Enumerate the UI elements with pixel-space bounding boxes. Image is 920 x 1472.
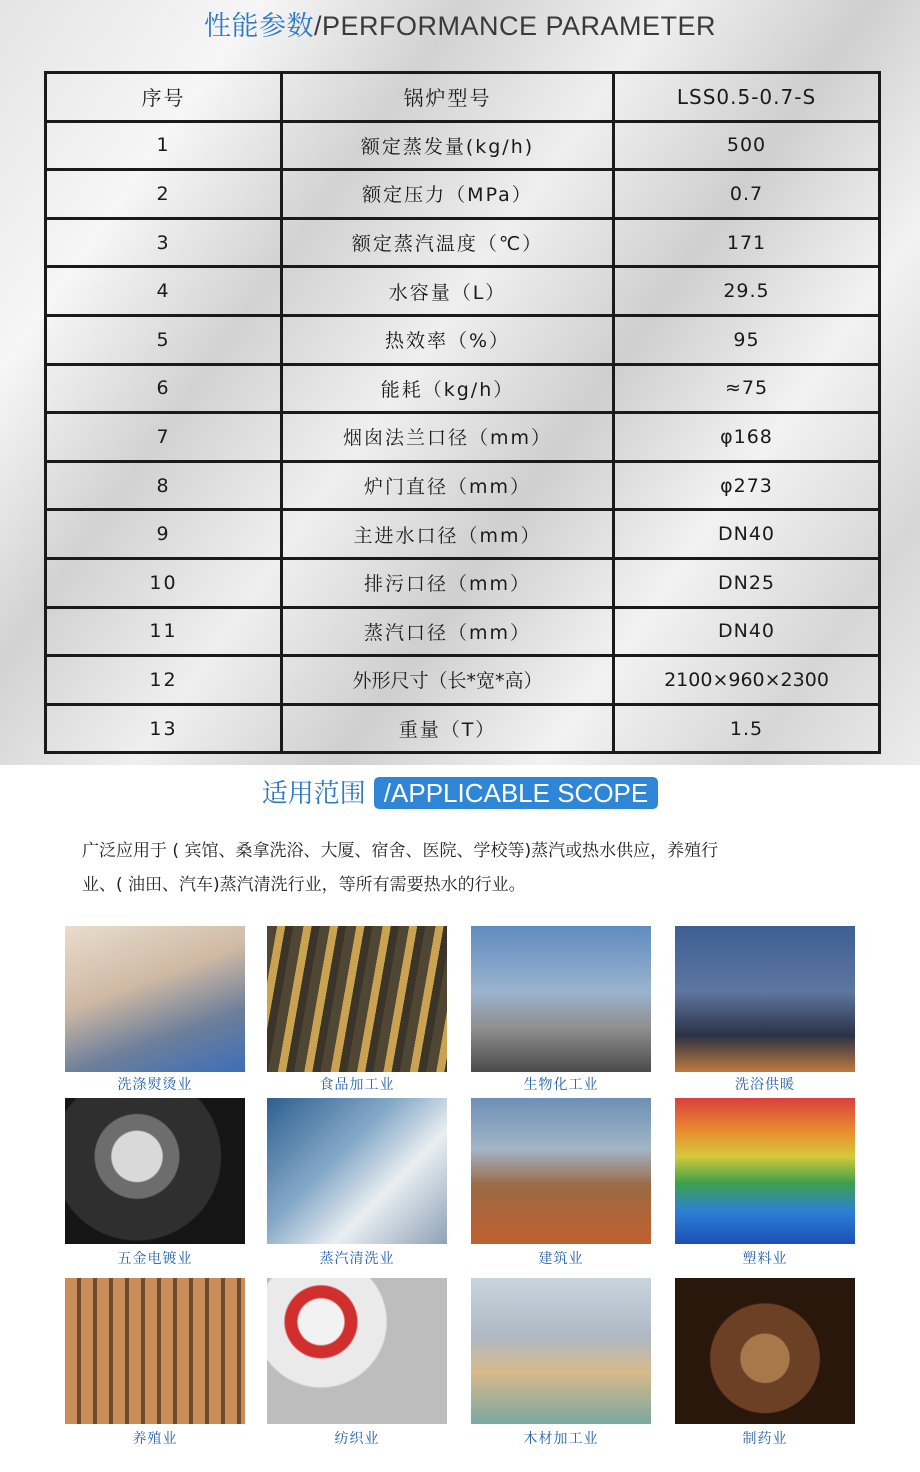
table-row bbox=[46, 558, 880, 607]
table-row bbox=[46, 364, 880, 413]
table-header-row bbox=[46, 73, 880, 122]
row-value: DN40 bbox=[614, 510, 880, 559]
scope-title-cn: 适用范围 bbox=[261, 779, 366, 809]
row-item: 外形尺寸（长*宽*高） bbox=[282, 656, 614, 705]
industry-tile-textile bbox=[267, 1278, 447, 1447]
row-value: 1.5 bbox=[614, 704, 880, 753]
row-value: 29.5 bbox=[614, 267, 880, 316]
industry-label: 蒸汽清洗业 bbox=[319, 1251, 395, 1267]
industry-label: 塑料业 bbox=[742, 1251, 788, 1267]
row-no: 9 bbox=[46, 510, 282, 559]
hardware-photo bbox=[65, 1098, 245, 1244]
row-value: φ273 bbox=[614, 461, 880, 510]
table-row bbox=[46, 510, 880, 559]
table-row bbox=[46, 704, 880, 753]
table-row bbox=[46, 218, 880, 267]
industry-tile-steam-wash bbox=[267, 1098, 447, 1267]
industry-label: 食品加工业 bbox=[319, 1077, 395, 1093]
row-value: DN25 bbox=[614, 558, 880, 607]
laundry-photo bbox=[65, 926, 245, 1072]
row-item: 重量（T） bbox=[282, 704, 614, 753]
industry-tile-construction bbox=[471, 1098, 651, 1267]
row-item: 水容量（L） bbox=[282, 267, 614, 316]
performance-title bbox=[0, 8, 920, 45]
row-item: 蒸汽口径（mm） bbox=[282, 607, 614, 656]
table-row bbox=[46, 607, 880, 656]
spec-table bbox=[44, 71, 881, 754]
header-model: LSS0.5-0.7-S bbox=[614, 73, 880, 122]
row-item: 主进水口径（mm） bbox=[282, 510, 614, 559]
industry-label: 洗涤熨烫业 bbox=[117, 1077, 193, 1093]
industry-label: 五金电镀业 bbox=[117, 1251, 193, 1267]
row-no: 4 bbox=[46, 267, 282, 316]
car-wash-photo bbox=[267, 1098, 447, 1244]
performance-title-en: /PERFORMANCE PARAMETER bbox=[313, 11, 717, 41]
industry-tile-hardware bbox=[65, 1098, 245, 1267]
row-value: ≈75 bbox=[614, 364, 880, 413]
row-item: 排污口径（mm） bbox=[282, 558, 614, 607]
row-item: 能耗（kg/h） bbox=[282, 364, 614, 413]
scope-description bbox=[82, 834, 852, 902]
table-row bbox=[46, 170, 880, 219]
industry-tile-pharma bbox=[675, 1278, 855, 1447]
table-row bbox=[46, 461, 880, 510]
industry-tile-farming bbox=[65, 1278, 245, 1447]
chemical-plant-photo bbox=[471, 926, 651, 1072]
table-row bbox=[46, 121, 880, 170]
textile-mill-photo bbox=[267, 1278, 447, 1424]
row-no: 8 bbox=[46, 461, 282, 510]
row-no: 3 bbox=[46, 218, 282, 267]
scope-description-line-2: 业、( 油田、汽车)蒸汽清洗行业，等所有需要热水的行业。 bbox=[82, 875, 526, 895]
row-value: φ168 bbox=[614, 413, 880, 462]
table-row bbox=[46, 413, 880, 462]
row-value: 95 bbox=[614, 315, 880, 364]
food-processing-photo bbox=[267, 926, 447, 1072]
scope-title-en: /APPLICABLE SCOPE bbox=[374, 777, 658, 809]
industry-tile-wood bbox=[471, 1278, 651, 1447]
scope-title bbox=[0, 776, 920, 812]
construction-photo bbox=[471, 1098, 651, 1244]
plastic-pellets-photo bbox=[675, 1098, 855, 1244]
row-no: 6 bbox=[46, 364, 282, 413]
row-value: 2100×960×2300 bbox=[614, 656, 880, 705]
row-no: 1 bbox=[46, 121, 282, 170]
row-value: DN40 bbox=[614, 607, 880, 656]
table-row bbox=[46, 656, 880, 705]
row-no: 5 bbox=[46, 315, 282, 364]
row-no: 11 bbox=[46, 607, 282, 656]
row-item: 炉门直径（mm） bbox=[282, 461, 614, 510]
industry-label: 木材加工业 bbox=[523, 1431, 599, 1447]
header-no: 序号 bbox=[46, 73, 282, 122]
row-value: 0.7 bbox=[614, 170, 880, 219]
row-no: 12 bbox=[46, 656, 282, 705]
industry-tile-plastic bbox=[675, 1098, 855, 1267]
row-item: 额定蒸发量(kg/h) bbox=[282, 121, 614, 170]
row-item: 额定蒸汽温度（℃） bbox=[282, 218, 614, 267]
industry-label: 养殖业 bbox=[132, 1431, 178, 1447]
industry-tile-laundry bbox=[65, 926, 245, 1093]
industry-tile-food bbox=[267, 926, 447, 1093]
row-item: 热效率（%） bbox=[282, 315, 614, 364]
table-row bbox=[46, 267, 880, 316]
row-item: 烟囱法兰口径（mm） bbox=[282, 413, 614, 462]
industry-label: 制药业 bbox=[742, 1431, 788, 1447]
industry-label: 建筑业 bbox=[538, 1251, 584, 1267]
industry-tile-bath bbox=[675, 926, 855, 1093]
city-skyline-photo bbox=[675, 926, 855, 1072]
row-no: 10 bbox=[46, 558, 282, 607]
industry-label: 生物化工业 bbox=[523, 1077, 599, 1093]
industry-tile-chemical bbox=[471, 926, 651, 1093]
pharma-barrels-photo bbox=[675, 1278, 855, 1424]
scope-description-line-1: 广泛应用于 ( 宾馆、桑拿洗浴、大厦、宿舍、医院、学校等)蒸汽或热水供应，养殖行 bbox=[82, 841, 719, 861]
row-value: 500 bbox=[614, 121, 880, 170]
wood-factory-photo bbox=[471, 1278, 651, 1424]
row-value: 171 bbox=[614, 218, 880, 267]
industry-label: 洗浴供暖 bbox=[735, 1077, 795, 1093]
row-no: 7 bbox=[46, 413, 282, 462]
table-row bbox=[46, 315, 880, 364]
row-item: 额定压力（MPa） bbox=[282, 170, 614, 219]
performance-title-cn: 性能参数 bbox=[203, 11, 314, 42]
poultry-farm-photo bbox=[65, 1278, 245, 1424]
industry-label: 纺织业 bbox=[334, 1431, 380, 1447]
row-no: 13 bbox=[46, 704, 282, 753]
row-no: 2 bbox=[46, 170, 282, 219]
header-item: 锅炉型号 bbox=[282, 73, 614, 122]
